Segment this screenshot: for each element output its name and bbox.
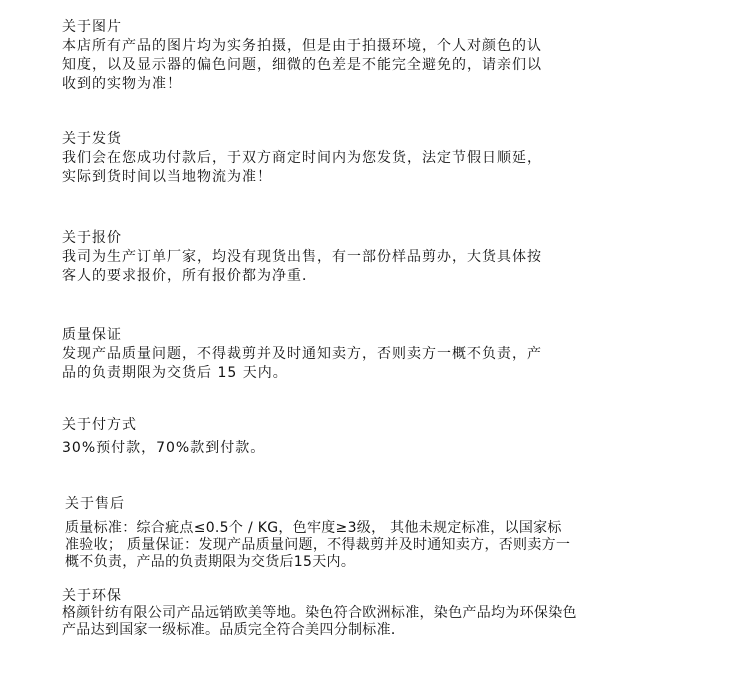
section-text: 格颜针纺有限公司产品远销欧美等地。染色符合欧洲标准，染色产品均为环保染色: [62, 605, 577, 621]
section-title: 关于报价: [62, 230, 122, 246]
section-text: 知度，以及显示器的偏色问题，细微的色差是不能完全避免的，请亲们以: [62, 57, 542, 73]
section-environmental: [62, 588, 712, 639]
section-text: 发现产品质量问题，不得裁剪并及时通知卖方，否则卖方一概不负责，产: [62, 346, 542, 362]
section-quality-guarantee: [62, 325, 712, 383]
section-text: 产品达到国家一级标准。品质完全符合美四分制标准．: [62, 622, 406, 638]
section-text: 收到的实物为准！: [62, 76, 182, 92]
section-text: 30%预付款，70%款到付款。: [62, 440, 266, 456]
section-after-sales: [65, 494, 715, 571]
section-text: 质量标准：综合疵点≤0.5个 / KG，色牢度≥3级， 其他未规定标准，以国家标: [65, 520, 562, 536]
section-title: 关于发货: [62, 131, 122, 147]
section-about-images: [62, 17, 712, 94]
section-text: 本店所有产品的图片均为实务拍摄，但是由于拍摄环境，个人对颜色的认: [62, 38, 542, 54]
section-title: 关于环保: [62, 588, 122, 604]
section-payment-method: [62, 415, 712, 458]
section-about-pricing: [62, 228, 712, 286]
section-text: 准验收； 质量保证：发现产品质量问题，不得裁剪并及时通知卖方，否则卖方一: [65, 537, 571, 553]
section-title: 关于付方式: [62, 417, 137, 433]
section-text: 客人的要求报价，所有报价都为净重．: [62, 268, 317, 284]
section-text: 我们会在您成功付款后，于双方商定时间内为您发货，法定节假日顺延，: [62, 150, 542, 166]
section-about-shipping: [62, 129, 712, 187]
section-text: 概不负责，产品的负责期限为交货后15天内。: [65, 554, 356, 570]
section-text: 实际到货时间以当地物流为准！: [62, 169, 272, 185]
section-title: 关于售后: [65, 496, 125, 512]
section-title: 关于图片: [62, 19, 122, 35]
section-title: 质量保证: [62, 327, 122, 343]
section-text: 品的负责期限为交货后 15 天内。: [62, 365, 288, 381]
section-text: 我司为生产订单厂家，均没有现货出售，有一部份样品剪办，大货具体按: [62, 249, 542, 265]
